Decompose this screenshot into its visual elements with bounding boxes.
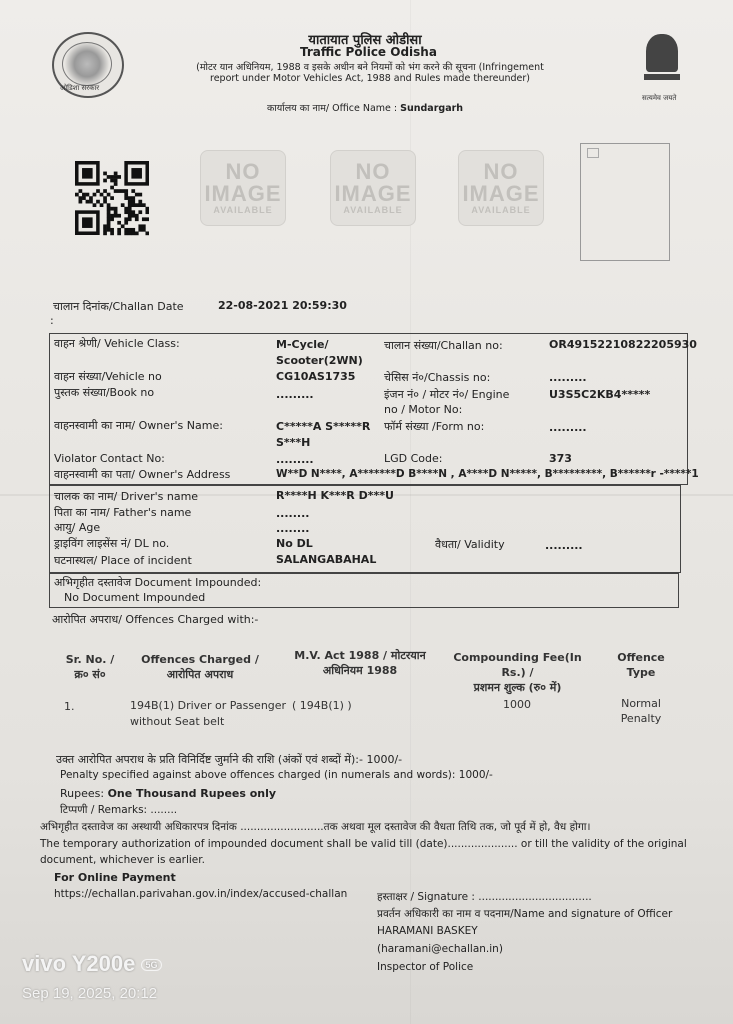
driver-name-value: R****H K***R D***U — [276, 489, 394, 502]
national-emblem-icon — [640, 34, 684, 90]
lgd-code-value: 373 — [549, 452, 572, 465]
violator-contact-value: ......... — [276, 453, 314, 466]
book-no-label: पुस्तक संख्या/Book no — [54, 386, 155, 399]
header-subtitle-2: report under Motor Vehicles Act, 1988 and Rules made thereunder) — [210, 73, 530, 84]
form-no-value: ......... — [549, 421, 587, 434]
incident-image-3: NO IMAGE AVAILABLE — [458, 150, 544, 226]
vehicle-class-value-1: M-Cycle/ — [276, 338, 329, 351]
place-value: SALANGABAHAL — [276, 553, 377, 566]
colon-mark: : — [50, 314, 54, 327]
lgd-code-label: LGD Code: — [384, 452, 443, 465]
remarks: टिप्पणी / Remarks: ........ — [60, 804, 178, 816]
title-english: Traffic Police Odisha — [300, 45, 437, 59]
emblem-caption-right: सत्यमेव जयते — [642, 94, 677, 102]
row-type-1: Normal — [621, 697, 661, 710]
challan-date-label: चालान दिनांक/Challan Date — [53, 300, 184, 313]
camera-watermark-timestamp: Sep 19, 2025, 20:12 — [22, 985, 158, 1002]
office-name-line — [267, 101, 463, 114]
col-header-type: Offence Type — [617, 651, 665, 679]
row-offence-2: without Seat belt — [130, 715, 225, 728]
owner-address-label: वाहनस्वामी का पता/ Owner's Address — [54, 468, 231, 481]
col-header-sr: Sr. No. / क्र० सं० — [65, 653, 115, 681]
validity-label: वैधता/ Validity — [435, 538, 505, 551]
col-header-fee: Compounding Fee(In Rs.) / प्रशमन शुल्क (रु० में) — [453, 651, 582, 694]
broken-image-icon — [587, 148, 599, 158]
vehicle-no-label: वाहन संख्या/Vehicle no — [54, 370, 162, 383]
place-label: घटनास्थल/ Place of incident — [54, 554, 192, 567]
validity-value: ......... — [545, 539, 583, 552]
owner-name-value-1: C*****A S*****R — [276, 420, 371, 433]
engine-value: U3S5C2KB4***** — [549, 388, 651, 401]
form-no-label: फॉर्म संख्या /Form no: — [384, 420, 485, 433]
chassis-label: चेसिस नं०/Chassis no: — [384, 371, 491, 384]
engine-label-2: no / Motor No: — [384, 403, 463, 416]
office-name: Sundargarh — [400, 103, 464, 114]
col-header-act: M.V. Act 1988 / मोटरयान अधिनियम 1988 — [294, 649, 426, 677]
challan-no-value: OR49152210822205930 — [549, 338, 697, 351]
signature-line: हस्ताक्षर / Signature : .................................. — [377, 891, 592, 903]
offences-heading: आरोपित अपराध/ Offences Charged with:- — [52, 613, 259, 626]
dl-no-label: ड्राइविंग लाइसेंस नं/ DL no. — [54, 537, 170, 550]
vehicle-no-value: CG10AS1735 — [276, 370, 356, 383]
father-name-label: पिता का नाम/ Father's name — [54, 506, 192, 519]
challan-no-label: चालान संख्या/Challan no: — [384, 339, 503, 352]
rupees-label: Rupees: — [60, 787, 105, 800]
officer-email: (haramani@echallan.in) — [377, 943, 503, 955]
title-hindi: यातायात पुलिस ओडीसा — [308, 33, 422, 48]
emblem-caption-left: ओडिशा सरकार — [60, 84, 100, 92]
online-payment-heading: For Online Payment — [54, 871, 176, 884]
rupees-line — [60, 787, 276, 800]
row-offence-1: 194B(1) Driver or Passenger — [130, 699, 287, 712]
header-subtitle-1: (मोटर यान अधिनियम, 1988 व इसके अधीन बने नियमों को भंग करने की सूचना (Infringement — [196, 62, 544, 73]
owner-address-value: W**D N****, A*******D B****N , A****D N*****, B*********, B******r -*****1 — [276, 468, 699, 480]
officer-designation: Inspector of Police — [377, 961, 474, 973]
row-sr: 1. — [64, 700, 75, 713]
challan-date-value: 22-08-2021 20:59:30 — [218, 299, 347, 312]
qr-code-icon — [75, 152, 149, 244]
age-value: ........ — [276, 522, 310, 535]
age-label: आयु/ Age — [54, 521, 101, 534]
incident-image-1: NO IMAGE AVAILABLE — [200, 150, 286, 226]
impound-label: अभिगृहीत दस्तावेज Document Impounded: — [54, 576, 262, 589]
vehicle-class-value-2: Scooter(2WN) — [276, 354, 363, 367]
row-fee: 1000 — [503, 698, 531, 711]
authorization-hindi: अभिगृहीत दस्तावेज का अस्थायी अधिकारपत्र दिनांक .........................तक अथवा मूल दस्तावेज की वैधता तिथि तक, जो पूर्व में हो, वैध होगा। — [40, 821, 591, 833]
violator-contact-label: Violator Contact No: — [54, 452, 165, 465]
father-name-value: ........ — [276, 507, 310, 520]
driver-name-label: चालक का नाम/ Driver's name — [54, 490, 199, 503]
impound-value: No Document Impounded — [64, 591, 206, 604]
incident-image-2: NO IMAGE AVAILABLE — [330, 150, 416, 226]
chassis-value: ......... — [549, 371, 587, 384]
penalty-english: Penalty specified against above offences charged (in numerals and words): 1000/- — [60, 769, 493, 781]
book-no-value: ......... — [276, 388, 314, 401]
office-label: कार्यालय का नाम/ Office Name : — [267, 103, 398, 114]
row-type-2: Penalty — [620, 712, 662, 725]
watermark-badge: 5G — [141, 959, 161, 971]
col-header-offence: Offences Charged / आरोपित अपराध — [141, 653, 259, 681]
signature-label: प्रवर्तन अधिकारी का नाम व पदनाम/Name and signature of Officer — [377, 908, 673, 920]
camera-watermark-brand: vivo Y200e 5G — [22, 951, 162, 977]
row-act: ( 194B(1) ) — [292, 699, 352, 712]
rupees-value: One Thousand Rupees only — [107, 787, 277, 800]
dl-no-value: No DL — [276, 537, 313, 550]
authorization-english-2: document, whichever is earlier. — [40, 854, 205, 866]
photo-frame — [580, 143, 670, 261]
payment-url[interactable]: https://echallan.parivahan.gov.in/index/accused-challan — [54, 888, 348, 900]
owner-name-value-2: S***H — [276, 436, 311, 449]
vehicle-class-label: वाहन श्रेणी/ Vehicle Class: — [54, 337, 180, 350]
officer-name: HARAMANI BASKEY — [377, 925, 478, 937]
engine-label-1: इंजन नं० / मोटर नं०/ Engine — [384, 388, 510, 401]
penalty-hindi: उक्त आरोपित अपराध के प्रति विनिर्दिष्ट जुर्माने की राशि (अंकों एवं शब्दों में):- 1000/- — [56, 753, 403, 766]
owner-name-label: वाहनस्वामी का नाम/ Owner's Name: — [54, 419, 223, 432]
authorization-english-1: The temporary authorization of impounded document shall be valid till (date)..................... or till the validity of the original — [40, 838, 687, 850]
